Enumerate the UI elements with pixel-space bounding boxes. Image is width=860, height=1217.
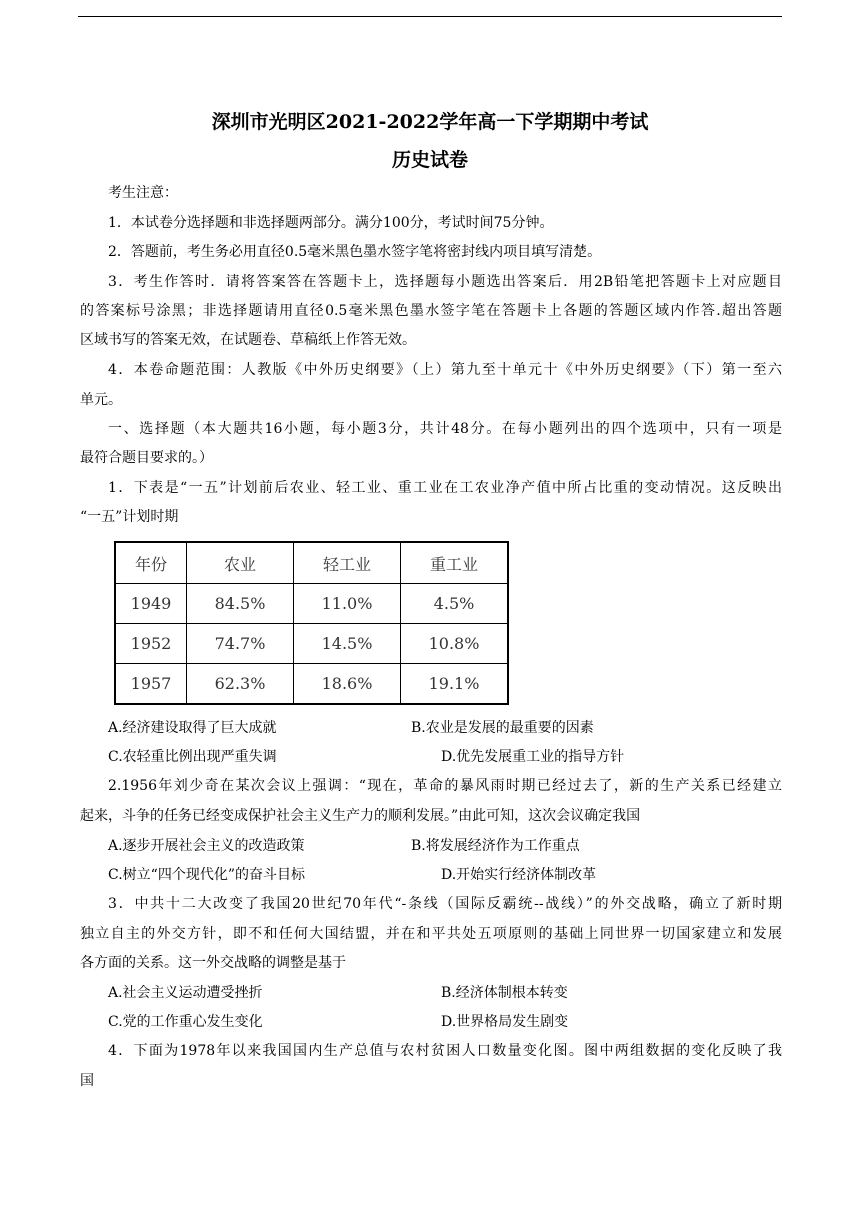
q3-stem-line2: 独立自主的外交方针，即不和任何大国结盟，并在和平共处五项原则的基础上同世界一切国家建立和发展 (80, 926, 782, 942)
table-cell: 18.6% (294, 664, 401, 705)
table-cell: 19.1% (401, 664, 509, 705)
q1-option-c: C.农轻重比例出现严重失调 (108, 749, 277, 765)
exam-subtitle: 历史试卷 (391, 149, 468, 171)
table-cell: 1957 (115, 664, 187, 705)
q4-stem-line2: 国 (80, 1073, 94, 1089)
exam-title: 深圳市光明区2021-2022学年高一下学期期中考试 (211, 111, 649, 133)
q3-option-a: A.社会主义运动遭受挫折 (108, 985, 263, 1001)
table-cell: 10.8% (401, 624, 509, 664)
notice-item-3-line2: 的答案标号涂黑；非选择题请用直径0.5毫米黑色墨水签字笔在答题卡上各题的答题区域内作答.超出答题 (80, 303, 782, 319)
table-cell: 14.5% (294, 624, 401, 664)
table-header-cell: 年份 (115, 542, 187, 584)
section-heading-line2: 最符合题目要求的。） (80, 450, 213, 466)
q1-option-a: A.经济建设取得了巨大成就 (108, 720, 277, 736)
q2-option-b: B.将发展经济作为工作重点 (411, 838, 580, 854)
q3-stem-line3: 各方面的关系。这一外交战略的调整是基于 (80, 955, 346, 971)
table-row (115, 624, 508, 664)
q3-option-b: B.经济体制根本转变 (441, 985, 568, 1001)
notice-item-1: 1．本试卷分选择题和非选择题两部分。满分100分，考试时间75分钟。 (108, 215, 554, 231)
notice-heading: 考生注意： (108, 185, 178, 201)
table-cell: 1949 (115, 584, 187, 624)
q1-option-d: D.优先发展重工业的指导方针 (441, 749, 625, 765)
table-row (115, 664, 508, 705)
section-heading-line1: 一、选择题（本大题共16小题，每小题3分，共计48分。在每小题列出的四个选项中，只有一项是 (108, 421, 782, 437)
table-cell: 84.5% (187, 584, 294, 624)
notice-item-4-line2: 单元。 (80, 392, 122, 408)
q4-stem-line1: 4．下面为1978年以来我国国内生产总值与农村贫困人口数量变化图。图中两组数据的变化反映了我 (108, 1043, 782, 1059)
table-header-cell: 农业 (187, 542, 294, 584)
table-cell: 1952 (115, 624, 187, 664)
table-header-cell: 重工业 (401, 542, 509, 584)
q3-stem-line1: 3．中共十二大改变了我国20世纪70年代“-条线（国际反霸统--战线）”的外交战略，确立了新时期 (108, 896, 782, 912)
q2-stem-line2: 起来，斗争的任务已经变成保护社会主义生产力的顺利发展。”由此可知，这次会议确定我国 (80, 808, 641, 824)
table-cell: 62.3% (187, 664, 294, 705)
q2-option-c: C.树立“四个现代化”的奋斗目标 (108, 867, 305, 883)
notice-item-3-line3: 区域书写的答案无效，在试题卷、草稿纸上作答无效。 (80, 332, 416, 348)
q1-data-table (114, 541, 509, 705)
table-header-row (115, 542, 508, 584)
table-cell: 74.7% (187, 624, 294, 664)
q3-option-d: D.世界格局发生剧变 (441, 1014, 569, 1030)
notice-item-4-line1: 4．本卷命题范围：人教版《中外历史纲要》（上）第九至十单元十《中外历史纲要》（下）第一至六 (108, 362, 782, 378)
header-rule (78, 16, 782, 17)
table-row (115, 584, 508, 624)
q1-option-b: B.农业是发展的最重要的因素 (411, 720, 594, 736)
table-cell: 4.5% (401, 584, 509, 624)
table-header-cell: 轻工业 (294, 542, 401, 584)
q2-option-a: A.逐步开展社会主义的改造政策 (108, 838, 305, 854)
q2-stem-line1: 2.1956年刘少奇在某次会议上强调：“现在，革命的暴风雨时期已经过去了，新的生产关系已经建立 (108, 778, 782, 794)
q3-option-c: C.党的工作重心发生变化 (108, 1014, 263, 1030)
notice-item-2: 2．答题前，考生务必用直径0.5毫米黑色墨水签字笔将密封线内项目填写清楚。 (108, 244, 602, 260)
q1-stem-line1: 1．下表是“一五”计划前后农业、轻工业、重工业在工农业净产值中所占比重的变动情况。这反映出 (108, 480, 782, 496)
q2-option-d: D.开始实行经济体制改革 (441, 867, 597, 883)
notice-item-3-line1: 3．考生作答时．请将答案答在答题卡上，选择题每小题选出答案后．用2B铅笔把答题卡上对应题目 (108, 274, 782, 290)
table-cell: 11.0% (294, 584, 401, 624)
q1-stem-line2: “一五”计划时期 (80, 509, 179, 525)
